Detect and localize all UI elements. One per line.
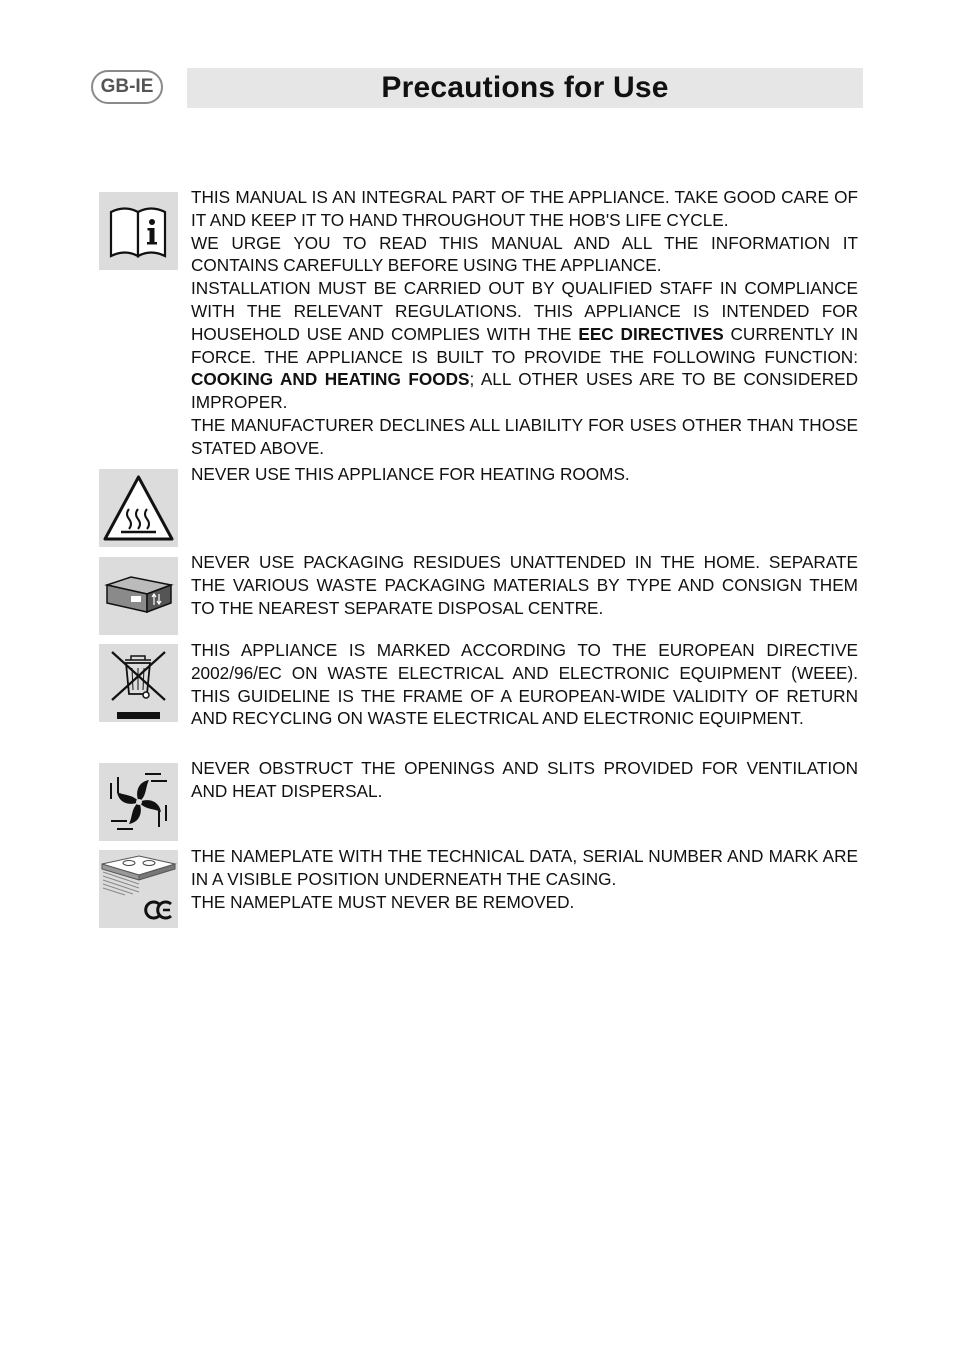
paragraph: NEVER USE THIS APPLIANCE FOR HEATING ROOMS. [191, 464, 630, 484]
paragraph: THE MANUFACTURER DECLINES ALL LIABILITY FOR USES OTHER THAN THOSE STATED ABOVE. [191, 414, 858, 458]
section-packaging-text [191, 551, 858, 619]
hot-surface-warning-icon [99, 469, 178, 547]
ce-nameplate-icon [99, 850, 178, 928]
paragraph: INSTALLATION MUST BE CARRIED OUT BY QUALIFIED STAFF IN COMPLIANCE WITH THE RELEVANT REGULATIONS. THIS APPLIANCE IS INTENDED FOR HOUSEHOLD USE AND COMPLIES WITH THE EEC DIRECTIVES CURRENTLY IN FORCE. THE APPLIANCE IS BUILT TO PROVIDE THE FOLLOWING FUNCTION: COOKING AND HEATING FOODS; ALL OTHER USES ARE TO BE CONSIDERED IMPROPER. [191, 278, 858, 413]
section-nameplate-text [191, 845, 858, 913]
paragraph: WE URGE YOU TO READ THIS MANUAL AND ALL THE INFORMATION IT CONTAINS CAREFULLY BEFORE USING THE APPLIANCE. [191, 232, 858, 276]
paragraph: THIS MANUAL IS AN INTEGRAL PART OF THE APPLIANCE. TAKE GOOD CARE OF IT AND KEEP IT TO HAND THROUGHOUT THE HOB'S LIFE CYCLE. [191, 187, 858, 230]
packaging-box-icon [99, 557, 178, 635]
paragraph: NEVER USE PACKAGING RESIDUES UNATTENDED IN THE HOME. SEPARATE THE VARIOUS WASTE PACKAGING MATERIALS BY TYPE AND CONSIGN THEM TO THE NEAREST SEPARATE DISPOSAL CENTRE. [191, 552, 858, 618]
region-badge: GB-IE [91, 70, 163, 104]
section-weee-text [191, 639, 858, 730]
ventilation-fan-icon [99, 763, 178, 841]
section-manual-text [191, 186, 858, 460]
section-heating-text [191, 463, 858, 486]
page-title: Precautions for Use [381, 71, 669, 104]
manual-info-icon [99, 192, 178, 270]
paragraph: THIS APPLIANCE IS MARKED ACCORDING TO THE EUROPEAN DIRECTIVE 2002/96/EC ON WASTE ELECTRICAL AND ELECTRONIC EQUIPMENT (WEEE). THIS GUIDELINE IS THE FRAME OF A EUROPEAN-WIDE VALIDITY OF RETURN AND RECYCLING ON WASTE ELECTRICAL AND ELECTRONIC EQUIPMENT. [191, 640, 858, 729]
title-bar [187, 68, 863, 108]
paragraph: THE NAMEPLATE MUST NEVER BE REMOVED. [191, 891, 575, 912]
paragraph: THE NAMEPLATE WITH THE TECHNICAL DATA, SERIAL NUMBER AND MARK ARE IN A VISIBLE POSITION UNDERNEATH THE CASING. [191, 846, 858, 889]
section-ventilation-text [191, 757, 858, 803]
weee-crossed-bin-icon [99, 644, 178, 722]
paragraph: NEVER OBSTRUCT THE OPENINGS AND SLITS PROVIDED FOR VENTILATION AND HEAT DISPERSAL. [191, 758, 858, 801]
